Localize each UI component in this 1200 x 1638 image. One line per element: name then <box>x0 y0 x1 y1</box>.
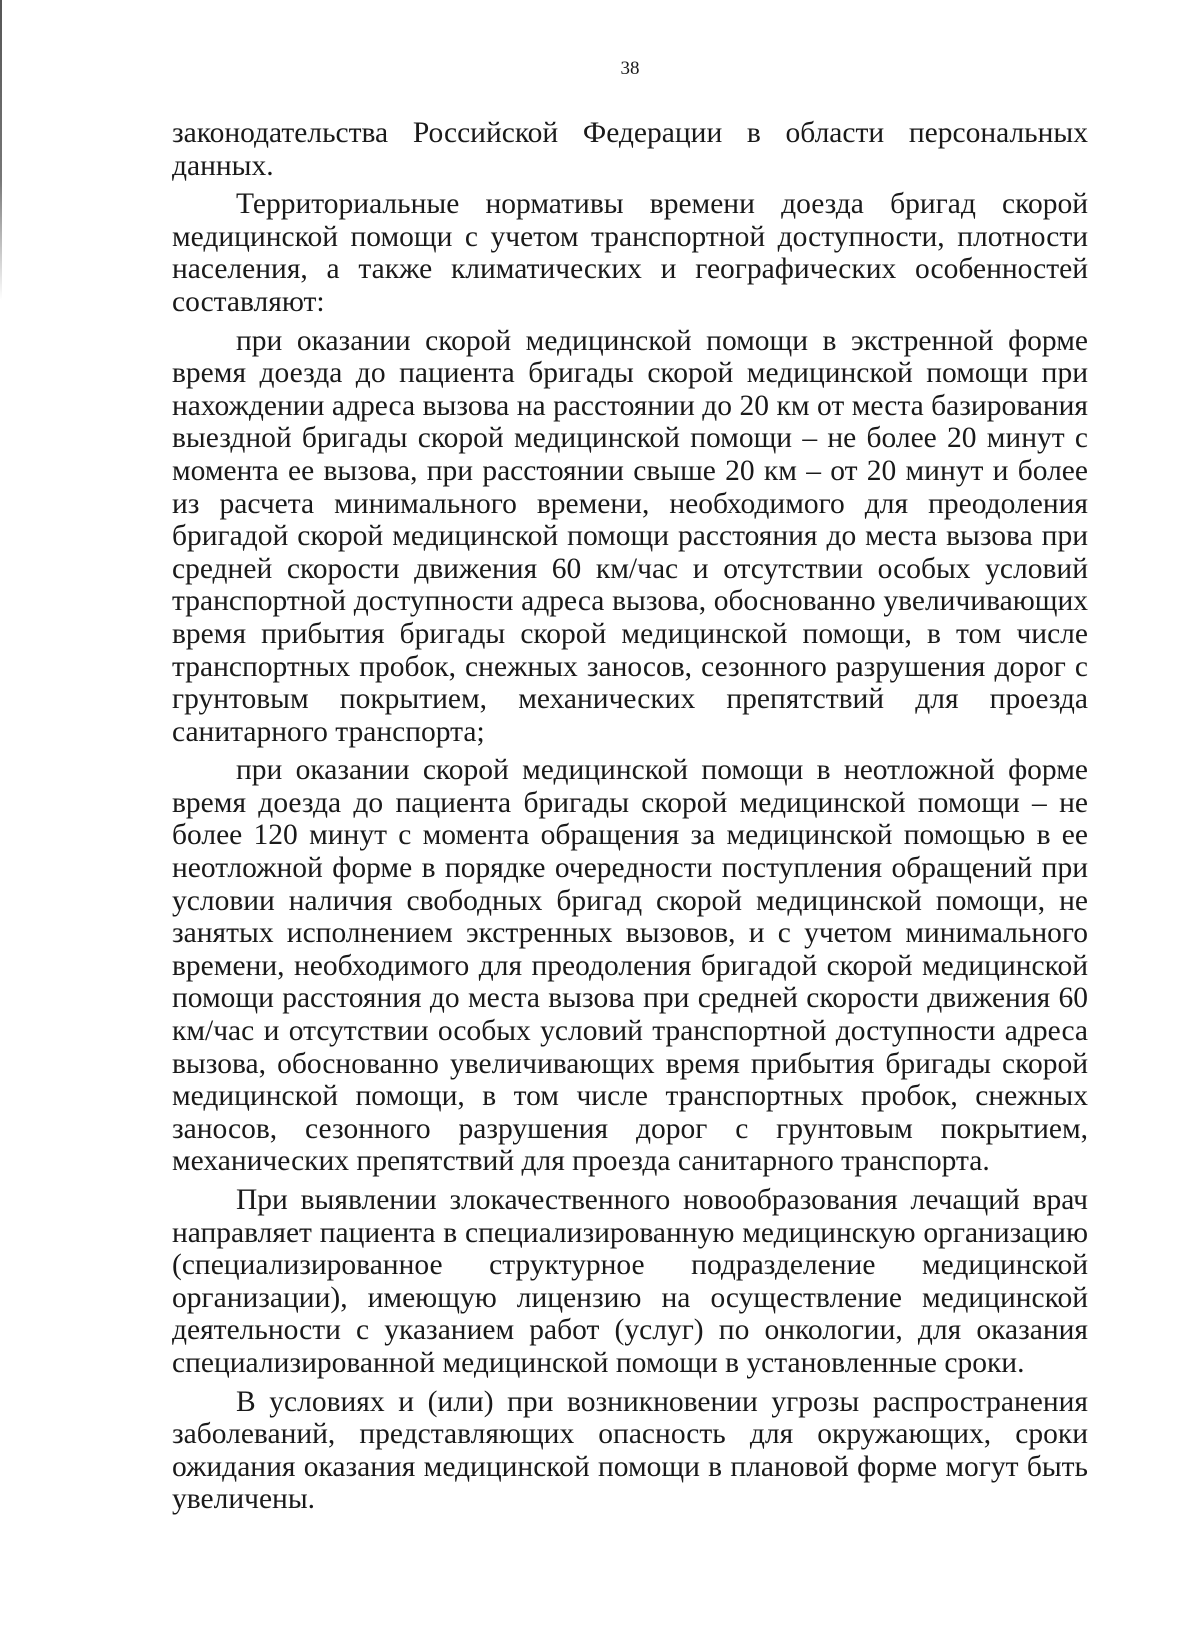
paragraph-continuation: законодательства Российской Федерации в области персональных данных. <box>172 117 1088 182</box>
page-number: 38 <box>620 58 640 79</box>
paragraph-territorial-norms: Территориальные нормативы времени доезда бригад скорой медицинской помощи с учетом транспортной доступности, плотности населения, а также климатических и географических особенностей составляют: <box>172 188 1088 318</box>
paragraph-epidemic-conditions: В условиях и (или) при возникновении угрозы распространения заболеваний, представляющих опасность для окружающих, сроки ожидания оказания медицинской помощи в плановой форме могут быть увеличены. <box>172 1385 1088 1516</box>
scan-edge-shadow <box>0 0 2 300</box>
paragraph-urgent-form: при оказании скорой медицинской помощи в неотложной форме время доезда до пациента бригады скорой медицинской помощи – не более 120 минут с момента обращения за медицинской помощью в ее неотложной форме в порядке очередности поступления обращений при условии наличия свободных бригад скорой медицинской помощи, не занятых исполнением экстренных вызовов, и с учетом минимального времени, необходимого для преодоления бригадой скорой медицинской помощи расстояния до места вызова при средней скорости движения 60 км/час и отсутствии особых условий транспортной доступности адреса вызова, обоснованно увеличивающих время прибытия бригады скорой медицинской помощи, в том числе транспортных пробок, снежных заносов, сезонного разрушения дорог с грунтовым покрытием, механических препятствий для проезда санитарного транспорта. <box>172 754 1088 1178</box>
document-body <box>172 117 1088 1516</box>
paragraph-emergency-form: при оказании скорой медицинской помощи в экстренной форме время доезда до пациента бригады скорой медицинской помощи при нахождении адреса вызова на расстоянии до 20 км от места базирования выездной бригады скорой медицинской помощи – не более 20 минут с момента ее вызова, при расстоянии свыше 20 км – от 20 минут и более из расчета минимального времени, необходимого для преодоления бригадой скорой медицинской помощи расстояния до места вызова при средней скорости движения 60 км/час и отсутствии особых условий транспортной доступности адреса вызова, обоснованно увеличивающих время прибытия бригады скорой медицинской помощи, в том числе транспортных пробок, снежных заносов, сезонного разрушения дорог с грунтовым покрытием, механических препятствий для проезда санитарного транспорта; <box>172 324 1088 748</box>
paragraph-oncology: При выявлении злокачественного новообразования лечащий врач направляет пациента в специализированную медицинскую организацию (специализированное структурное подразделение медицинской организации), имеющую лицензию на осуществление медицинской деятельности с указанием работ (услуг) по онкологии, для оказания специализированной медицинской помощи в установленные сроки. <box>172 1184 1088 1379</box>
